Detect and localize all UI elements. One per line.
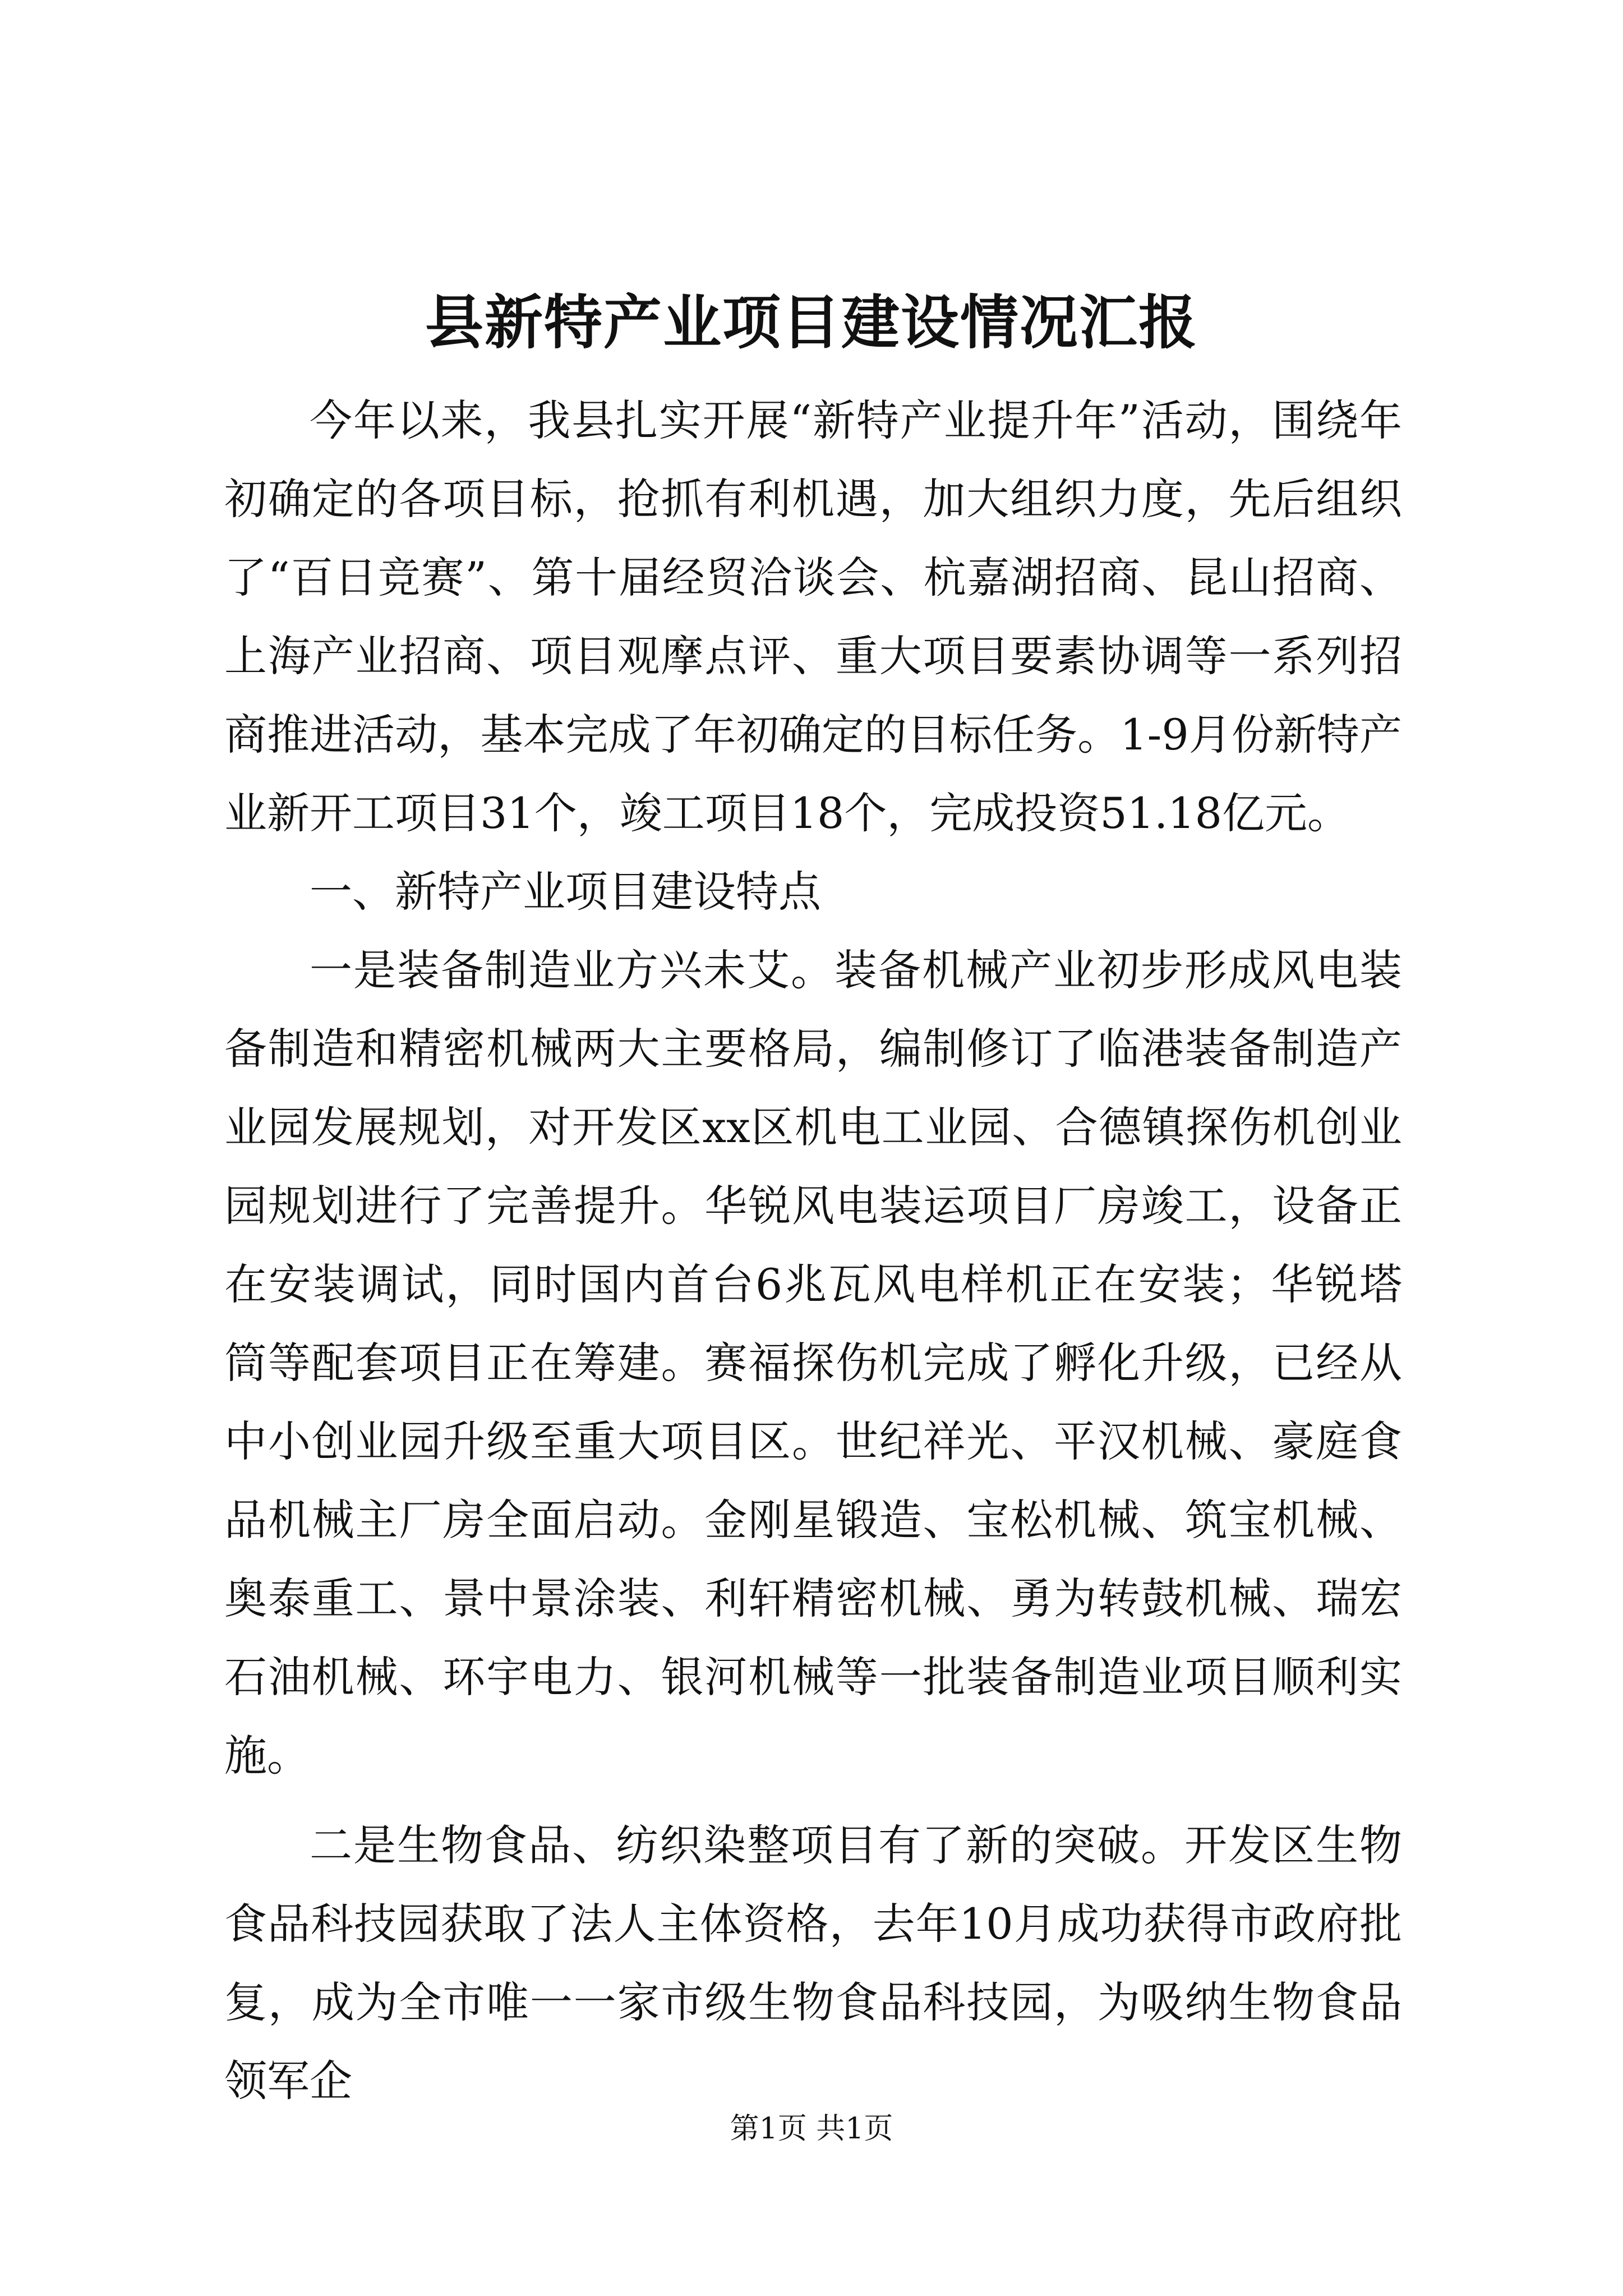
document-title: 县新特产业项目建设情况汇报 bbox=[425, 288, 1198, 357]
paragraph-gap bbox=[224, 1795, 1402, 1806]
body-paragraph: 二是生物食品、纺织染整项目有了新的突破。开发区生物食品科技园获取了法人主体资格，去年10月成功获得市政府批复，成为全市唯一一家市级生物食品科技园，为吸纳生物食品领军企 bbox=[224, 1820, 1402, 2106]
intro-paragraph: 今年以来，我县扎实开展“新特产业提升年”活动，围绕年初确定的各项目标，抢抓有利机遇，加大组织力度，先后组织了“百日竞赛”、第十届经贸洽谈会、杭嘉湖招商、昆山招商、上海产业招商、项目观摩点评、重大项目要素协调等一系列招商推进活动，基本完成了年初确定的目标任务。1-9月份新特产业新开工项目31个，竣工项目18个，完成投资51.18亿元。 bbox=[224, 395, 1402, 838]
document-body bbox=[224, 381, 1402, 2120]
body-paragraph: 一是装备制造业方兴未艾。装备机械产业初步形成风电装备制造和精密机械两大主要格局，编制修订了临港装备制造产业园发展规划，对开发区xx区机电工业园、合德镇探伤机创业园规划进行了完善提升。华锐风电装运项目厂房竣工，设备正在安装调试，同时国内首台6兆瓦风电样机正在安装；华锐塔筒等配套项目正在筹建。赛福探伤机完成了孵化升级，已经从中小创业园升级至重大项目区。世纪祥光、平汉机械、豪庭食品机械主厂房全面启动。金刚星锻造、宝松机械、筑宝机械、奥泰重工、景中景涂装、利轩精密机械、勇为转鼓机械、瑞宏石油机械、环宇电力、银河机械等一批装备制造业项目顺利实施。 bbox=[224, 945, 1402, 1780]
section-heading: 一、新特产业项目建设特点 bbox=[310, 867, 821, 917]
page-footer: 第1页 共1页 bbox=[730, 2112, 893, 2146]
